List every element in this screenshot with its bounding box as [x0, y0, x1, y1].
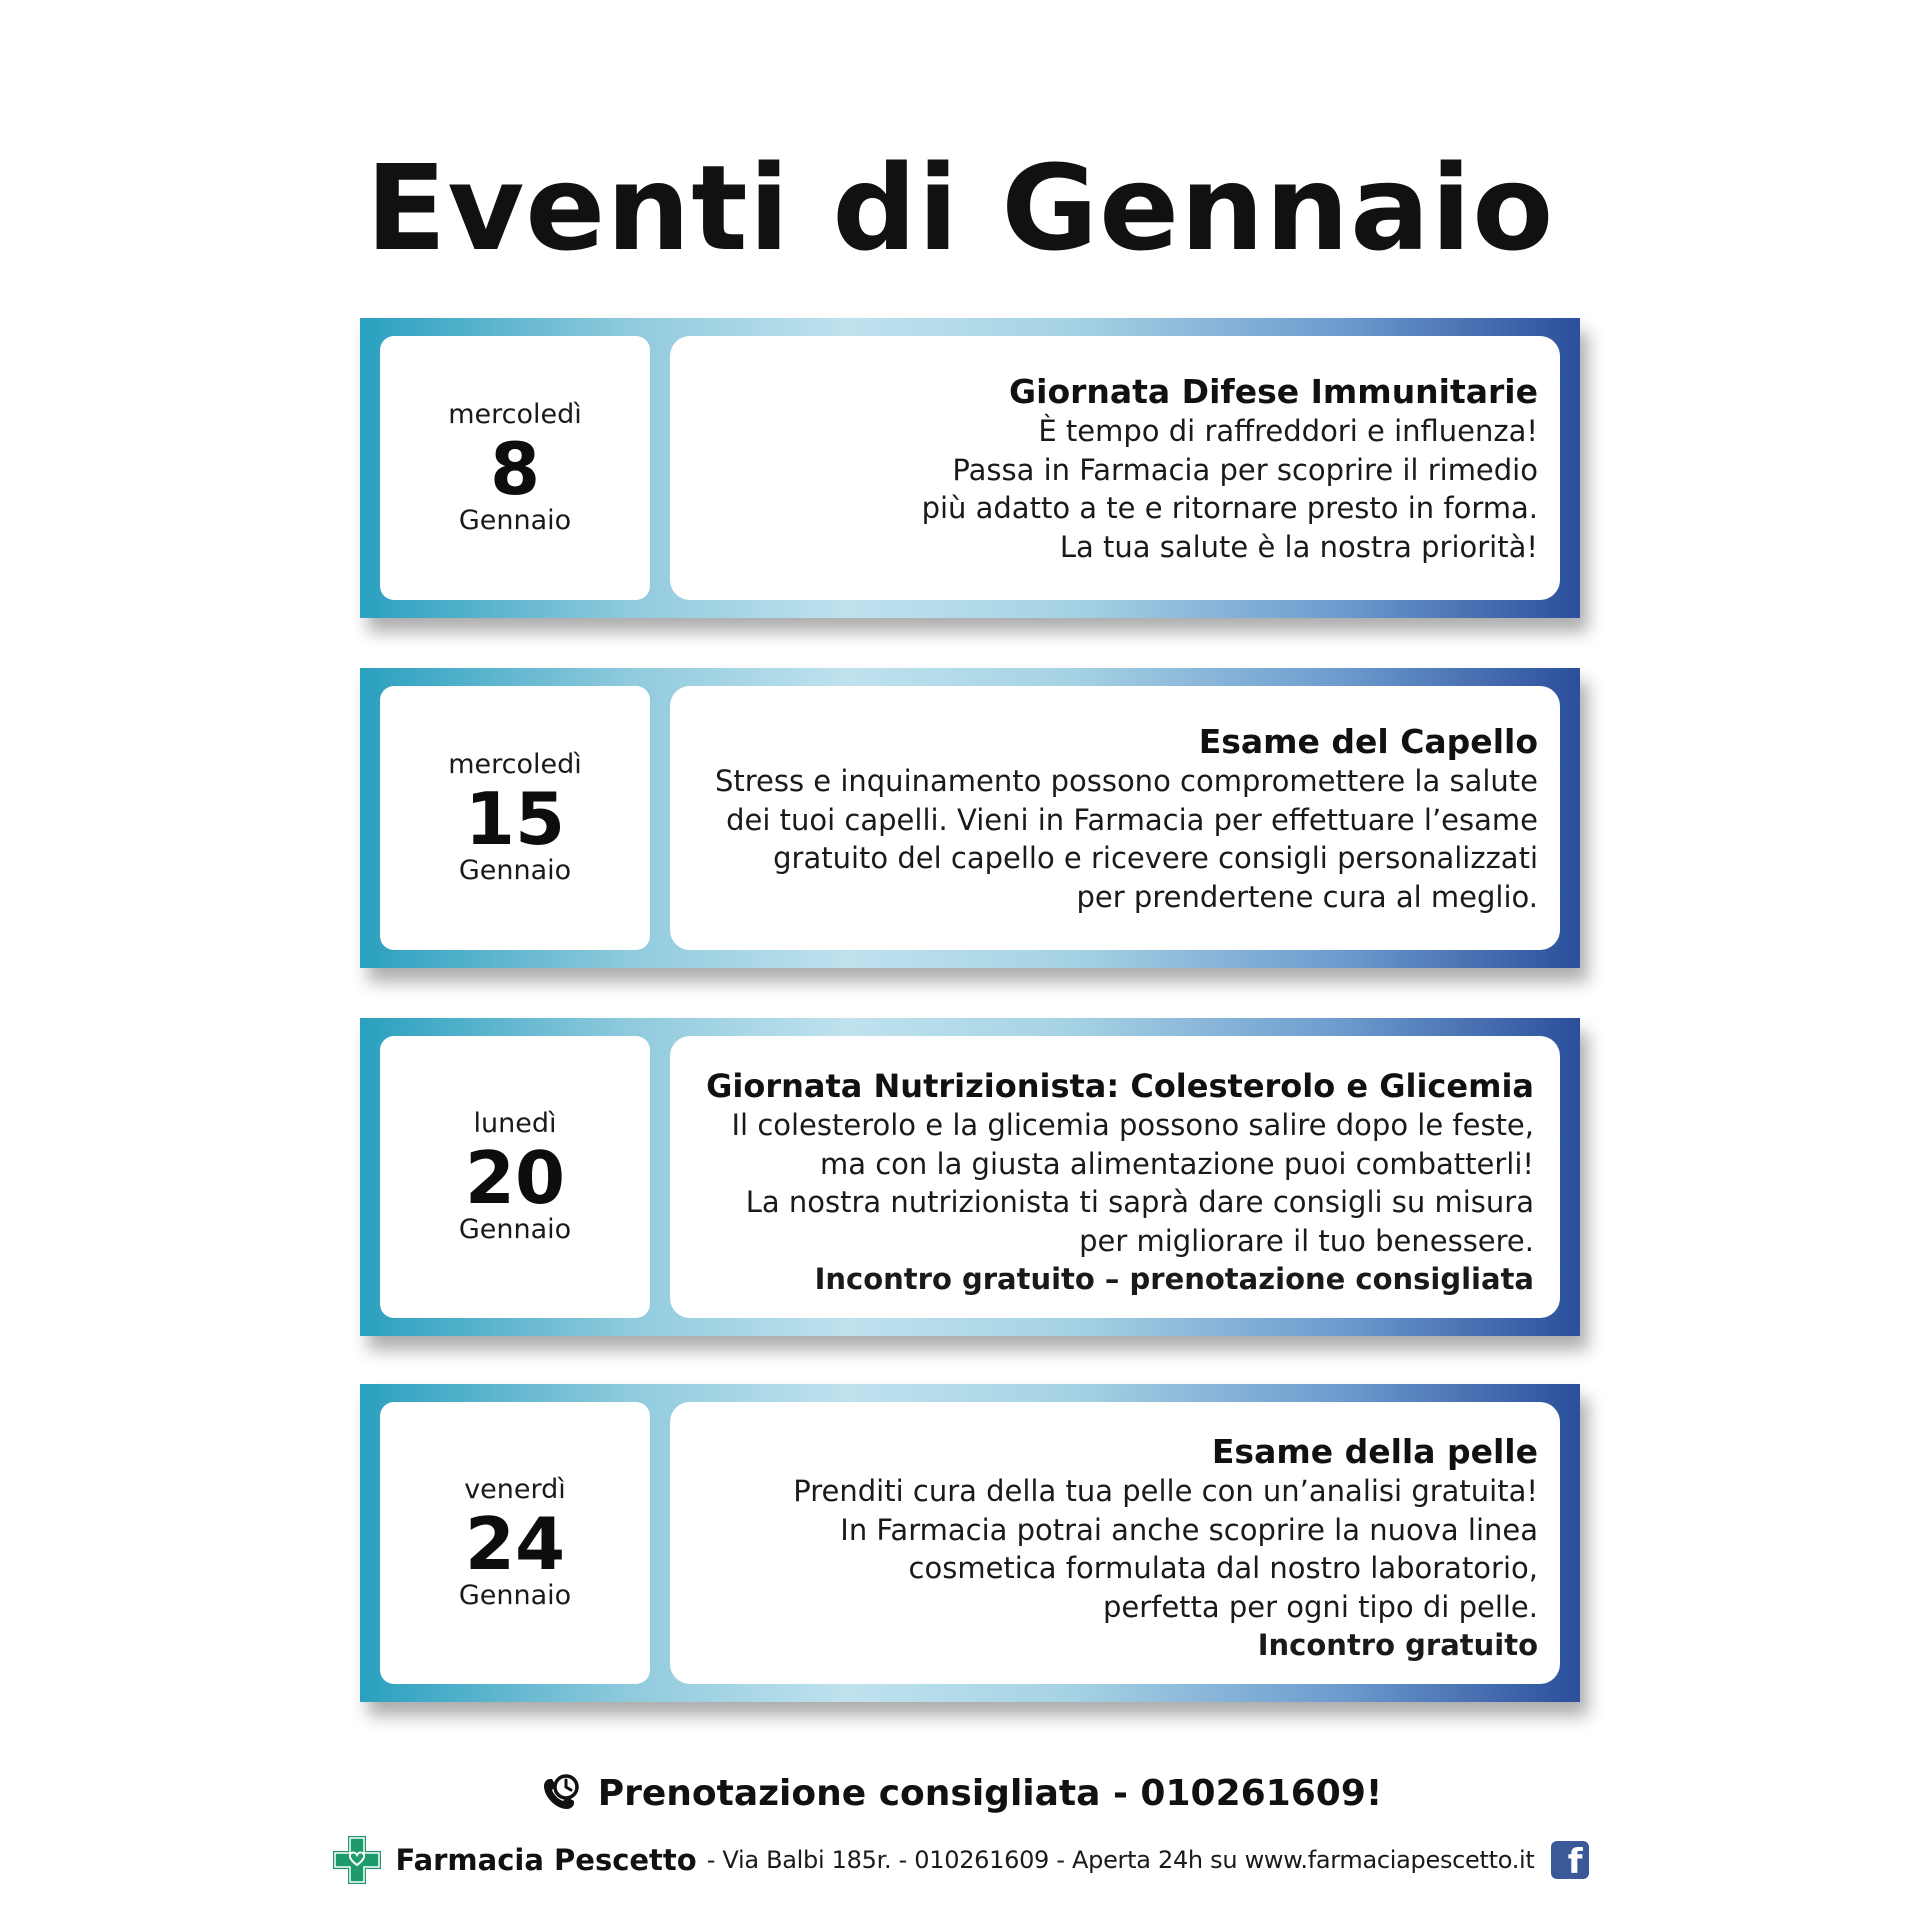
event-day: 20 [464, 1136, 566, 1220]
pharmacy-details: - Via Balbi 185r. - 010261609 - Aperta 24h su www.farmaciapescetto.it [706, 1846, 1535, 1874]
event-card [360, 668, 1580, 968]
event-month: Gennaio [458, 1580, 572, 1611]
event-description-line: La tua salute è la nostra priorità! [1059, 529, 1538, 564]
event-description-line: gratuito del capello e ricevere consigli personalizzati [773, 841, 1538, 876]
event-description-line: La nostra nutrizionista ti saprà dare consigli su misura [745, 1185, 1534, 1220]
event-description-line: dei tuoi capelli. Vieni in Farmacia per effettuare l’esame [726, 802, 1538, 837]
event-description-line: Il colesterolo e la glicemia possono salire dopo le feste, [731, 1108, 1534, 1142]
event-note: Incontro gratuito – prenotazione consigliata [814, 1262, 1534, 1297]
event-weekday: mercoledì [448, 749, 582, 780]
event-date [380, 1036, 650, 1318]
event-info [670, 1036, 1560, 1318]
event-info [670, 336, 1560, 600]
event-description-line: perfetta per ogni tipo di pelle. [1102, 1589, 1538, 1624]
event-day: 24 [464, 1502, 566, 1586]
event-description-line: cosmetica formulata dal nostro laboratorio, [908, 1551, 1538, 1586]
event-month: Gennaio [458, 855, 572, 886]
event-info [670, 686, 1560, 950]
event-info [670, 1402, 1560, 1684]
event-description-line: ma con la giusta alimentazione puoi combatterli! [819, 1146, 1534, 1181]
event-title: Giornata Nutrizionista: Colesterolo e Glicemia [706, 1067, 1534, 1105]
event-title: Esame del Capello [1198, 722, 1538, 761]
event-weekday: venerdì [464, 1474, 566, 1505]
event-date [380, 336, 650, 600]
event-description-line: per migliorare il tuo benessere. [1079, 1223, 1534, 1258]
event-note: Incontro gratuito [1257, 1628, 1538, 1663]
event-card [360, 318, 1580, 618]
event-card [360, 1018, 1580, 1336]
event-weekday: lunedì [473, 1108, 557, 1139]
pharmacy-name: Farmacia Pescetto [395, 1843, 697, 1877]
event-description-line: Prenditi cura della tua pelle con un’analisi gratuita! [793, 1474, 1538, 1508]
pharmacy-cross-icon [331, 1834, 383, 1886]
event-day: 8 [489, 427, 541, 511]
booking-text: Prenotazione consigliata - 010261609! [597, 1772, 1383, 1814]
event-date [380, 1402, 650, 1684]
event-description-line: più adatto a te e ritornare presto in forma. [921, 491, 1538, 526]
event-description-line: In Farmacia potrai anche scoprire la nuova linea [840, 1512, 1538, 1547]
footer [0, 1832, 1920, 1888]
event-month: Gennaio [458, 505, 572, 536]
event-title: Giornata Difese Immunitarie [1009, 372, 1538, 411]
event-title: Esame della pelle [1211, 1432, 1538, 1471]
facebook-icon[interactable] [1551, 1841, 1589, 1879]
event-weekday: mercoledì [448, 399, 582, 430]
event-description-line: Passa in Farmacia per scoprire il rimedio [952, 452, 1538, 487]
phone-clock-icon [538, 1771, 582, 1815]
event-card [360, 1384, 1580, 1702]
facebook-glyph: f [1567, 1842, 1583, 1879]
event-description-line: per prendertene cura al meglio. [1076, 879, 1538, 914]
event-day: 15 [464, 777, 566, 861]
page-title: Eventi di Gennaio [365, 139, 1555, 277]
event-description-line: Stress e inquinamento possono compromettere la salute [714, 764, 1538, 798]
event-month: Gennaio [458, 1214, 572, 1245]
event-date [380, 686, 650, 950]
booking-banner [0, 1765, 1920, 1821]
event-description-line: È tempo di raffreddori e influenza! [1038, 414, 1538, 448]
